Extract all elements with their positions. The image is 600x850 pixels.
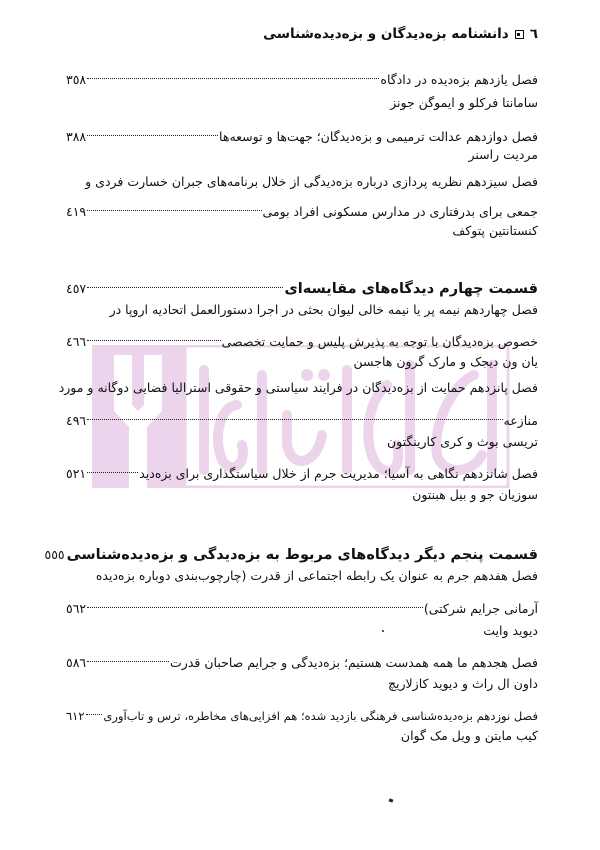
page-ref: ٦١٢ [66, 709, 85, 723]
chapter-title-cont: خصوص بزه‌دیدگان با توجه به پذیرش پلیس و حمایت تخصصی [221, 334, 538, 349]
page-ref: ٣٥٨ [66, 72, 87, 87]
chapter-title: فصل هجدهم ما همه همدست هستیم؛ بزه‌دیدگی و جرایم صاحبان قدرت [170, 655, 538, 670]
page-ref: ٣٨٨ [66, 129, 87, 144]
page-ref: ٤٩٦ [66, 413, 87, 428]
dot-leader [87, 647, 169, 667]
section-title: قسمت پنجم دیگر دیدگاه‌های مربوط به بزه‌دیدگی و بزه‌دیده‌شناسی [66, 547, 538, 563]
toc-author [66, 221, 538, 241]
page-ref: ٤١٩ [66, 204, 87, 219]
page-number: ٦ [529, 26, 538, 42]
dot-leader [86, 700, 103, 720]
chapter-title: فصل چهاردهم نیمه پر یا نیمه خالی لیوان بحثی در اجرا دستورالعمل اتحادیه اروپا در [109, 302, 538, 317]
author-names: کیب مایتن و ویل مک گوان [400, 728, 538, 743]
author-names: مردیت راسنر [468, 147, 538, 162]
chapter-title: فصل پانزدهم حمایت از بزه‌دیدگان در فرایند سیاستی و حقوقی استرالیا فضایی دوگانه و مورد [58, 380, 538, 395]
page-ref: ٥٥٥ [44, 547, 65, 562]
toc-entry-chapter-14-line2[interactable] [66, 326, 538, 349]
chapter-title: فصل نوزدهم بزه‌دیده‌شناسی فرهنگی بازدید شده؛ هم افزایی‌های مخاطره، ترس و تاب‌آوری [103, 709, 538, 723]
author-names: یان ون دیجک و مارک گرون هاجسن [353, 354, 538, 369]
author-names: دیوید وایت [483, 623, 538, 638]
book-title: دانشنامه بزه‌دیدگان و بزه‌دیده‌شناسی [263, 26, 509, 42]
page-ref: ٥٢١ [66, 466, 87, 481]
dot-leader [87, 121, 218, 141]
dot-leader [87, 64, 379, 84]
chapter-title: فصل هفدهم جرم به عنوان یک رابطه اجتماعی از قدرت (چارچوب‌بندی دوباره بزه‌دیده [95, 568, 538, 583]
author-names: تریسی بوث و کری کارینگتون [386, 434, 538, 449]
author-names: سامانتا فرکلو و ایموگن جونز [390, 95, 538, 110]
toc-author [66, 726, 538, 746]
square-bullet-icon [515, 30, 524, 39]
toc-entry-chapter-14-line1[interactable] [66, 300, 538, 320]
chapter-title-cont: منازعه [503, 413, 538, 428]
chapter-title: فصل شانزدهم نگاهی به آسیا؛ مدیریت جرم از خلال سیاستگذاری برای بزه‌دید [139, 466, 538, 481]
dot-leader [87, 593, 423, 613]
toc-author [66, 432, 538, 452]
chapter-title: فصل یازدهم بزه‌دیده در دادگاه [380, 72, 538, 87]
toc-author [66, 145, 538, 165]
toc-entry-chapter-13-line1[interactable] [66, 172, 538, 192]
author-names: سوزیان جو و بیل هبنتون [412, 487, 538, 502]
dot-leader [87, 196, 261, 216]
section-title: قسمت چهارم دیدگاه‌های مقایسه‌ای [284, 281, 538, 297]
toc-entry-chapter-15-line1[interactable] [58, 378, 538, 398]
toc-section-part-5[interactable] [44, 539, 538, 563]
toc-author [66, 674, 538, 694]
toc-entry-chapter-15-line2[interactable] [66, 405, 538, 428]
dot-leader [87, 458, 138, 478]
dot-leader [87, 273, 283, 293]
toc-section-part-4[interactable] [66, 273, 538, 297]
page-ref: ٥٨٦ [66, 655, 87, 670]
toc-author [66, 485, 538, 505]
page-ref: ٥٦٢ [66, 601, 87, 616]
chapter-title: فصل سیزدهم نظریه پردازی درباره بزه‌دیدگی از خلال برنامه‌های جبران خسارت فردی و [85, 174, 538, 189]
chapter-title: فصل دوازدهم عدالت ترمیمی و بزه‌دیدگان؛ جهت‌ها و توسعه‌ها [219, 129, 538, 144]
author-names: کنستانتین پتوکف [452, 223, 538, 238]
dot-leader [87, 326, 220, 346]
toc-author [66, 352, 538, 372]
toc-author [66, 93, 538, 113]
running-header [263, 26, 538, 42]
page-ref: ٤٦٦ [66, 334, 87, 349]
toc-author [66, 621, 538, 641]
author-names: داون ال راث و دیوید کازلاریچ [387, 676, 538, 691]
dot-leader [87, 405, 502, 425]
chapter-title-cont: آرمانی جرایم شرکتی) [423, 601, 538, 616]
toc-entry-chapter-11[interactable] [66, 64, 538, 87]
footer-ink-mark [389, 798, 394, 802]
toc-entry-chapter-17-line2[interactable] [66, 593, 538, 616]
chapter-title-cont: جمعی برای بدرفتاری در مدارس مسکونی افراد بومی [262, 204, 538, 219]
toc-entry-chapter-17-line1[interactable] [66, 566, 538, 586]
page-ref: ٤٥٧ [66, 281, 87, 296]
toc-entry-chapter-13-line2[interactable] [66, 196, 538, 219]
toc-entry-chapter-12[interactable] [66, 121, 538, 144]
toc-entry-chapter-18[interactable] [66, 647, 538, 670]
toc-entry-chapter-16[interactable] [66, 458, 538, 481]
toc-entry-chapter-19[interactable] [66, 700, 538, 723]
